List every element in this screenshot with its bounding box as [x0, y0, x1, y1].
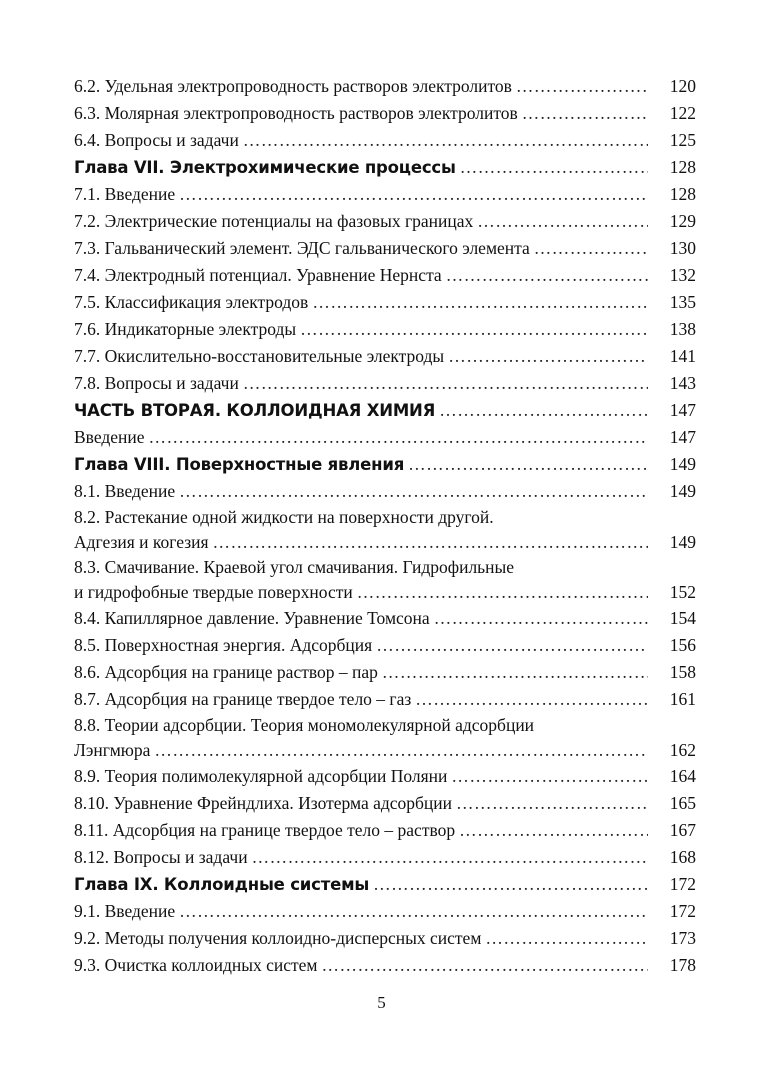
toc-entry-title: 7.1. Введение	[74, 184, 176, 204]
toc-page-number: 129	[669, 211, 696, 231]
toc-page-number: 141	[669, 346, 696, 366]
dot-leader	[382, 659, 648, 686]
dot-leader	[459, 817, 648, 844]
toc-page-number: 128	[669, 157, 696, 177]
toc-entry-row	[74, 127, 696, 154]
toc-page-number: 167	[669, 820, 696, 840]
toc-entry-title: ЧАСТЬ ВТОРАЯ. КОЛЛОИДНАЯ ХИМИЯ	[74, 401, 436, 420]
toc-entry-row	[74, 73, 696, 100]
toc-page-number: 130	[669, 238, 696, 258]
dot-leader	[451, 763, 648, 790]
toc-heading-row	[74, 154, 696, 181]
toc-entry-title: и гидрофобные твердые поверхности	[74, 582, 353, 602]
toc-entry-row	[74, 478, 696, 505]
dot-leader	[321, 952, 648, 979]
table-of-contents	[74, 73, 696, 979]
dot-leader	[149, 424, 648, 451]
toc-entry-line-2	[74, 529, 696, 555]
dot-leader	[485, 925, 648, 952]
dot-leader	[415, 686, 648, 713]
toc-page-number: 138	[669, 319, 696, 339]
toc-entry-row	[74, 208, 696, 235]
dot-leader	[179, 898, 648, 925]
toc-entry-title: Адгезия и когезия	[74, 532, 209, 552]
toc-page-number: 125	[669, 130, 696, 150]
dot-leader	[357, 579, 648, 605]
toc-entry-title: 9.2. Методы получения коллоидно-дисперсных систем	[74, 928, 482, 948]
toc-entry-title: 8.4. Капиллярное давление. Уравнение Томсона	[74, 608, 430, 628]
toc-page-number: 152	[669, 582, 696, 602]
toc-entry-title: 7.6. Индикаторные электроды	[74, 319, 297, 339]
toc-page-number: 143	[669, 373, 696, 393]
dot-leader	[300, 316, 648, 343]
toc-heading-row	[74, 397, 696, 424]
toc-entry-line-1: 8.3. Смачивание. Краевой угол смачивания. Гидрофильные	[74, 557, 515, 577]
dot-leader	[434, 605, 648, 632]
dot-leader	[376, 632, 648, 659]
dot-leader	[213, 529, 648, 555]
toc-entry-line-2	[74, 579, 696, 605]
toc-entry-title: 6.4. Вопросы и задачи	[74, 130, 239, 150]
dot-leader	[522, 100, 648, 127]
toc-entry-title: 8.6. Адсорбция на границе раствор – пар	[74, 662, 378, 682]
toc-entry-row	[74, 316, 696, 343]
dot-leader	[448, 343, 648, 370]
toc-entry-row	[74, 763, 696, 790]
toc-entry-row	[74, 898, 696, 925]
toc-entry-title: Глава VII. Электрохимические процессы	[74, 158, 456, 177]
toc-entry-row	[74, 181, 696, 208]
toc-page-number: 128	[669, 184, 696, 204]
toc-entry-title: 8.1. Введение	[74, 481, 176, 501]
toc-page-number: 147	[669, 400, 696, 420]
toc-page-number: 149	[669, 532, 696, 552]
toc-entry-title: Введение	[74, 427, 145, 447]
toc-entry-title: Глава VIII. Поверхностные явления	[74, 455, 405, 474]
toc-page-number: 165	[669, 793, 696, 813]
dot-leader	[312, 289, 648, 316]
dot-leader	[252, 844, 648, 871]
toc-entry-row	[74, 686, 696, 713]
toc-page-number: 120	[669, 76, 696, 96]
toc-entry-title: Лэнгмюра	[74, 740, 151, 760]
toc-entry-title: 7.5. Классификация электродов	[74, 292, 309, 312]
toc-entry-title: 8.7. Адсорбция на границе твердое тело – газ	[74, 689, 412, 709]
toc-entry-title: Глава IX. Коллоидные системы	[74, 875, 370, 894]
toc-entry-row	[74, 952, 696, 979]
dot-leader	[477, 208, 648, 235]
toc-entry-title: 7.2. Электрические потенциалы на фазовых границах	[74, 211, 474, 231]
toc-entry-row	[74, 343, 696, 370]
dot-leader	[534, 235, 648, 262]
dot-leader	[439, 397, 648, 424]
dot-leader	[456, 790, 648, 817]
dot-leader	[179, 478, 648, 505]
toc-entry-title: 7.8. Вопросы и задачи	[74, 373, 239, 393]
toc-entry-row	[74, 713, 696, 763]
toc-page-number: 149	[669, 454, 696, 474]
toc-page-number: 122	[669, 103, 696, 123]
toc-page-number: 135	[669, 292, 696, 312]
toc-entry-row	[74, 235, 696, 262]
toc-page-number: 161	[669, 689, 696, 709]
toc-page-number: 158	[669, 662, 696, 682]
toc-entry-line-1: 8.2. Растекание одной жидкости на поверхности другой.	[74, 507, 494, 527]
toc-entry-row	[74, 632, 696, 659]
toc-entry-row	[74, 262, 696, 289]
toc-page-number: 178	[669, 955, 696, 975]
toc-entry-row	[74, 505, 696, 555]
toc-entry-title: 8.10. Уравнение Фрейндлиха. Изотерма адсорбции	[74, 793, 453, 813]
dot-leader	[516, 73, 648, 100]
dot-leader	[460, 154, 648, 181]
dot-leader	[243, 127, 648, 154]
toc-entry-row	[74, 925, 696, 952]
toc-page-number: 149	[669, 481, 696, 501]
page-number: 5	[377, 993, 386, 1012]
toc-entry-row	[74, 605, 696, 632]
toc-entry-title: 8.12. Вопросы и задачи	[74, 847, 248, 867]
dot-leader	[179, 181, 648, 208]
toc-entry-row	[74, 844, 696, 871]
dot-leader	[373, 871, 648, 898]
toc-entry-row	[74, 817, 696, 844]
toc-page-number: 172	[669, 901, 696, 921]
toc-page-number: 156	[669, 635, 696, 655]
toc-entry-row	[74, 370, 696, 397]
toc-entry-title: 7.3. Гальванический элемент. ЭДС гальванического элемента	[74, 238, 530, 258]
dot-leader	[243, 370, 648, 397]
toc-page-number: 172	[669, 874, 696, 894]
toc-entry-title: 7.4. Электродный потенциал. Уравнение Нернста	[74, 265, 442, 285]
dot-leader	[154, 737, 648, 763]
toc-page-number: 164	[669, 766, 696, 786]
toc-entry-title: 6.2. Удельная электропроводность растворов электролитов	[74, 76, 512, 96]
toc-entry-line-2	[74, 737, 696, 763]
toc-page-number: 162	[669, 740, 696, 760]
toc-heading-row	[74, 451, 696, 478]
toc-entry-title: 6.3. Молярная электропроводность растворов электролитов	[74, 103, 518, 123]
toc-entry-row	[74, 424, 696, 451]
toc-entry-line-1: 8.8. Теории адсорбции. Теория мономолекулярной адсорбции	[74, 715, 535, 735]
dot-leader	[408, 451, 648, 478]
toc-entry-row	[74, 555, 696, 605]
toc-page-number: 168	[669, 847, 696, 867]
toc-entry-title: 9.1. Введение	[74, 901, 176, 921]
toc-heading-row	[74, 871, 696, 898]
toc-page-number: 132	[669, 265, 696, 285]
toc-entry-row	[74, 659, 696, 686]
toc-entry-title: 8.11. Адсорбция на границе твердое тело – раствор	[74, 820, 456, 840]
toc-entry-title: 7.7. Окислительно-восстановительные электроды	[74, 346, 445, 366]
toc-entry-row	[74, 790, 696, 817]
toc-entry-row	[74, 289, 696, 316]
toc-entry-title: 9.3. Очистка коллоидных систем	[74, 955, 318, 975]
toc-entry-title: 8.9. Теория полимолекулярной адсорбции Поляни	[74, 766, 448, 786]
toc-page-number: 173	[669, 928, 696, 948]
toc-entry-title: 8.5. Поверхностная энергия. Адсорбция	[74, 635, 373, 655]
toc-entry-row	[74, 100, 696, 127]
toc-page-number: 147	[669, 427, 696, 447]
toc-page-number: 154	[669, 608, 696, 628]
dot-leader	[446, 262, 648, 289]
